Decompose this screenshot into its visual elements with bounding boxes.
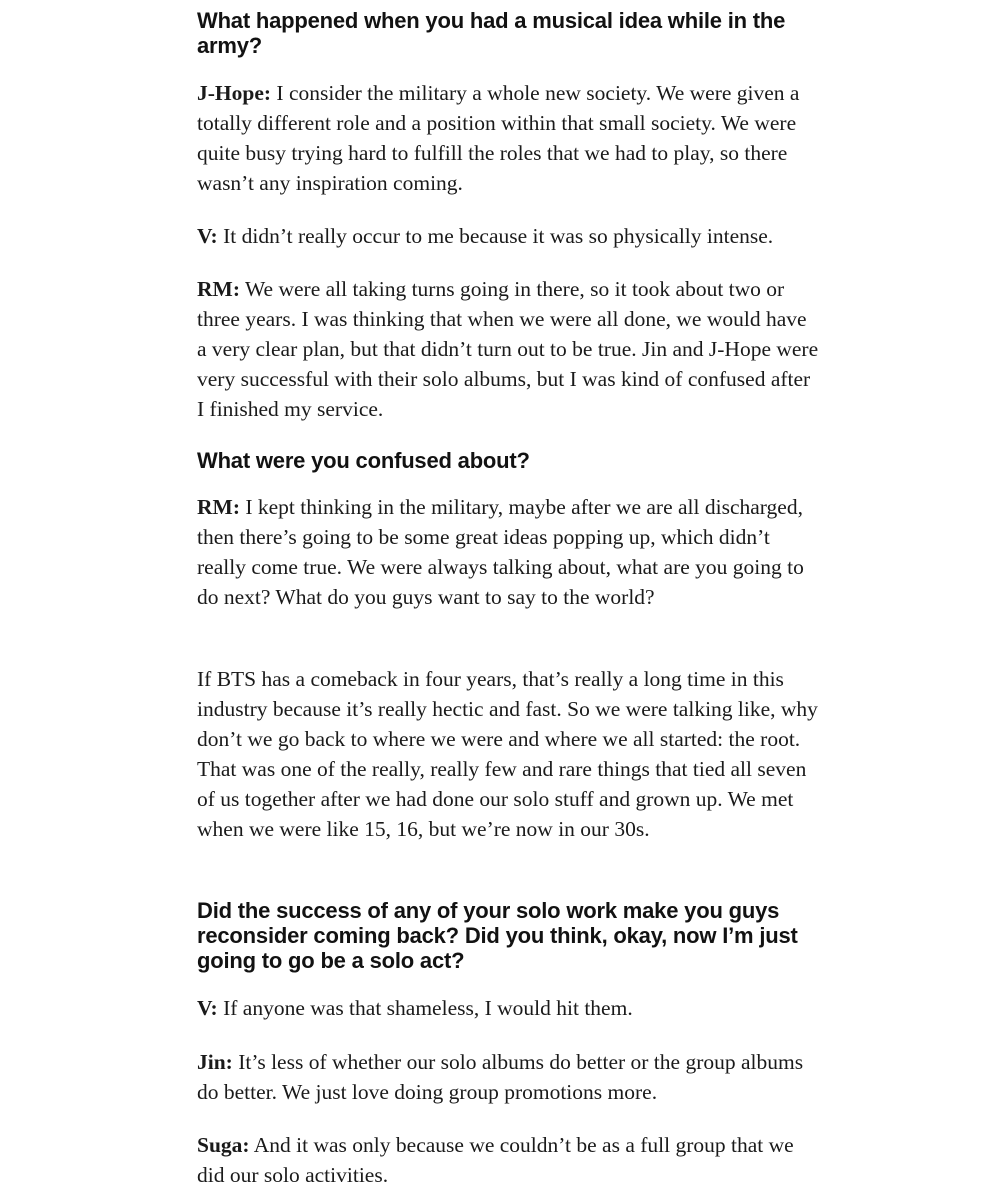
answer-text: We were all taking turns going in there, so it took about two or three years. I was thinking that when we were all done, we would have a very clear plan, but that didn’t turn out to be true. Jin and J-Hope were very successful with their solo albums, but I was kind of confused after I finished my service. — [197, 277, 819, 421]
question-heading: What happened when you had a musical idea while in the army? — [197, 8, 786, 58]
question-heading: What were you confused about? — [197, 448, 530, 473]
speaker-label: RM: — [197, 277, 240, 301]
answer-text: It didn’t really occur to me because it was so physically intense. — [217, 224, 774, 248]
speaker-label: J-Hope: — [197, 81, 272, 105]
speaker-label: V: — [197, 224, 218, 248]
speaker-label: V: — [197, 996, 218, 1020]
speaker-label: RM: — [197, 495, 240, 519]
body-paragraph: If BTS has a comeback in four years, that’s really a long time in this industry because it’s really hectic and fast. So we were talking like, why don’t we go back to where we were and where we all started: the root. That was one of the really, really few and rare things that tied all seven of us together after we had done our solo stuff and grown up. We met when we were like 15, 16, but we’re now in our 30s. — [197, 667, 818, 841]
answer-paragraph — [197, 492, 819, 612]
answer-paragraph — [197, 221, 819, 251]
answer-text: And it was only because we couldn’t be as a full group that we did our solo activities. — [197, 1133, 794, 1187]
answer-text: It’s less of whether our solo albums do better or the group albums do better. We just love doing group promotions more. — [197, 1050, 804, 1104]
answer-paragraph — [197, 993, 819, 1023]
answer-paragraph — [197, 1130, 819, 1190]
answer-text: I kept thinking in the military, maybe after we are all discharged, then there’s going to be some great ideas popping up, which didn’t really come true. We were always talking about, what are you going to do next? What do you guys want to say to the world? — [197, 495, 804, 609]
answer-paragraph — [197, 78, 819, 198]
speaker-label: Suga: — [197, 1133, 250, 1157]
answer-text: I consider the military a whole new society. We were given a totally different role and a position within that small society. We were quite busy trying hard to fulfill the roles that we had to play, so there wasn’t any inspiration coming. — [197, 81, 800, 195]
speaker-label: Jin: — [197, 1050, 233, 1074]
question-heading: Did the success of any of your solo work make you guys reconsider coming back? Did you think, okay, now I’m just going to go be a solo act? — [197, 898, 798, 973]
answer-paragraph — [197, 1047, 819, 1107]
answer-paragraph — [197, 274, 819, 424]
answer-text: If anyone was that shameless, I would hit them. — [217, 996, 633, 1020]
